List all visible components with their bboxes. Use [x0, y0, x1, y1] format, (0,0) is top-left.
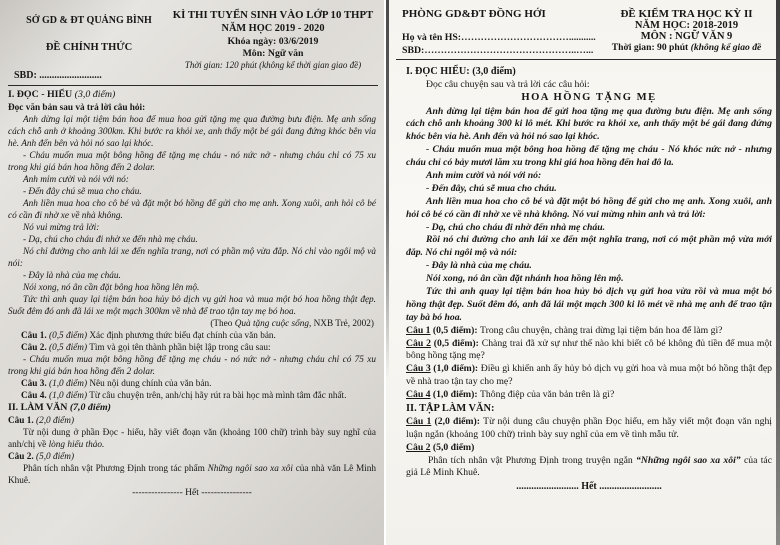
question-points: (1,0 điểm)	[49, 379, 88, 390]
story-paragraph: - Cháu muốn mua một bông hoa hồng để tặng mẹ cháu - Nó khóc nức nở - nhưng cháu chỉ có bảy mươi lăm xu trong khi giá hoa hồng đến hai đô la.	[406, 144, 772, 169]
scan-edge-shadow-left	[386, 0, 389, 380]
left-header-exam-column	[168, 7, 378, 81]
section-points: (3,0 điểm)	[74, 89, 116, 100]
question-1	[8, 330, 376, 342]
exam-title: ĐỀ KIỂM TRA HỌC KỲ II	[620, 8, 753, 20]
subject: Môn: Ngữ văn	[242, 48, 304, 59]
writing-task-1-heading	[8, 415, 376, 427]
question-3	[406, 363, 772, 389]
story-paragraph: Nói xong, nó ân cần đặt nhánh hoa hồng lên mộ.	[426, 273, 624, 285]
question-text: Tìm và gọi tên thành phần biệt lập trong câu sau:	[89, 343, 271, 354]
question-points: (0,5 điểm)	[49, 331, 88, 342]
task-label: Câu 2.	[8, 452, 34, 463]
duration	[597, 42, 776, 53]
writing-task-1-text	[8, 427, 376, 451]
question-text: Trong câu chuyện, chàng trai dừng lại tiệm bán hoa để làm gì?	[480, 324, 723, 336]
section-label: II. LÀM VĂN	[8, 402, 68, 414]
end-of-exam-marker: ---------------- Hết ----------------	[132, 488, 252, 499]
task-label: Câu 1	[406, 415, 432, 427]
question-label: Câu 1	[406, 324, 431, 336]
exam-paper-quang-binh	[0, 0, 384, 545]
story-paragraph: Anh mỉm cười và nói với nó:	[23, 174, 129, 185]
story-paragraph: Tức thì anh quay lại tiệm bán hoa hủy bỏ dịch vụ gửi hoa và mua một bó hoa hồng thật đẹp. Suốt đêm đó anh đã lái xe một mạch 300km về nhà để trao tận tay mẹ bó hoa.	[8, 295, 376, 318]
question-label: Câu 1.	[21, 331, 47, 342]
work-title: “Những ngôi sao xa xôi”	[636, 454, 741, 466]
question-points: (0,5 điểm)	[49, 343, 88, 354]
subject: MÔN : NGỮ VĂN 9	[640, 31, 733, 42]
story-paragraph: - Đây là nhà của mẹ cháu.	[426, 260, 532, 272]
section-reading-title: I. ĐỌC HIỂU: (3,0 điểm)	[406, 66, 516, 77]
question-label: Câu 3.	[21, 379, 47, 390]
story-paragraph: Nó chỉ đường cho anh lái xe đến nghĩa trang, nơi có phần mộ vừa đắp. Nó chỉ vào ngôi mộ và nói:	[8, 247, 376, 270]
story-paragraph: Anh mỉm cười và nói với nó:	[426, 169, 542, 181]
right-header	[386, 0, 780, 56]
story-paragraph: - Đến đây, chú sẽ mua cho cháu.	[426, 182, 557, 194]
story-paragraph: Nói xong, nó ân cần đặt bông hoa hồng lên mộ.	[23, 283, 200, 294]
task-text: của nhà văn Lê Minh Khuê.	[8, 464, 376, 487]
story-paragraph: Anh dừng lại tiệm bán hoa để gửi hoa tặng mẹ qua đường bưu điện. Mẹ anh sống cách chỗ anh khoảng 300 ki lô mét. Khi bước ra khỏi xe, anh thấy một bé gái đang đứng khóc bên vỉa hè. Anh đến và hỏi nó sao lại khóc.	[406, 105, 772, 143]
candidate-number-line: SBD: .........................	[14, 70, 102, 81]
right-body	[386, 60, 780, 494]
story-source	[8, 318, 376, 330]
story-paragraph: Nó vui mừng trả lời:	[23, 223, 100, 234]
scan-edge-shadow-right	[776, 0, 780, 545]
question-label: Câu 2.	[21, 343, 47, 354]
right-header-exam-column	[597, 8, 776, 56]
duration-main: Thời gian: 90 phút	[611, 42, 691, 53]
question-label: Câu 4.	[21, 391, 47, 402]
school-year: NĂM HỌC: 2018-2019	[634, 20, 739, 31]
end-of-exam-marker: ......................... Hết .........................	[516, 481, 662, 493]
section-label: I. ĐỌC - HIỂU	[8, 89, 73, 100]
candidate-number-line: SBD:………………………………………..…...	[402, 45, 594, 56]
reading-prompt: Đọc văn bản sau và trả lời câu hỏi:	[8, 102, 146, 113]
story-paragraph: - Cháu muốn mua một bông hồng để tặng mẹ cháu - nó nức nở - nhưng cháu chỉ có 75 xu trong khi giá bán hoa hồng đến 2 dolar.	[8, 150, 376, 173]
story-paragraph: - Đến đây chú sẽ mua cho cháu.	[23, 186, 142, 197]
section-writing-title	[8, 402, 376, 415]
writing-task-1	[406, 416, 772, 442]
question-2-quote: - Cháu muốn mua một bông hồng để tặng mẹ cháu - nó nức nở - nhưng cháu chỉ có 75 xu trong khi giá bán hoa hồng đến 2 dolar.	[8, 355, 376, 378]
question-1	[406, 325, 772, 338]
question-4	[406, 389, 772, 402]
section-points: (7,0 điểm)	[69, 402, 111, 414]
task-label: Câu 2	[406, 441, 431, 453]
question-points: (1,0 điểm)	[49, 391, 88, 402]
section-reading-title	[8, 89, 376, 102]
question-2	[406, 338, 772, 364]
question-text: Chàng trai đã xử sự như thế nào khi biết cô bé không đủ tiền để mua một bông hồng tặng mẹ?	[406, 337, 772, 362]
story-paragraph: Tức thì anh quay lại tiệm bán hoa hủy bỏ dịch vụ gửi hoa vừa rồi và mua một bó hồng thật đẹp. Suốt đêm đó, anh đã lái một mạch 300 ki lô mét về nhà mẹ anh để trao tận tay bà bó hoa.	[406, 286, 772, 323]
work-title: Những ngôi sao xa xôi	[207, 464, 293, 475]
writing-task-2-text	[406, 455, 772, 481]
section-writing-title: II. TẬP LÀM VĂN:	[406, 403, 495, 415]
story-paragraph: Anh dừng lại một tiệm bán hoa để mua hoa gửi tặng mẹ qua đường bưu điện. Mẹ anh sống cách chỗ anh ở khoảng 300km. Khi bước ra khỏi xe, anh thấy một bé gái đang đứng khóc bên vỉa hè. Anh đến bên và hỏi nó sao lại khóc.	[8, 114, 376, 149]
task-text: của tác giả Lê Minh Khuê.	[406, 454, 773, 479]
writing-task-2-heading	[8, 451, 376, 463]
task-text: Từ nội dung ở phần Đọc - hiểu, hãy viết đoạn văn (khoảng 100 chữ) trình bày suy nghĩ của anh/chị về	[8, 428, 376, 451]
task-label: Câu 1.	[8, 416, 34, 427]
task-points: (5,0 điểm)	[36, 452, 75, 463]
question-points: (1,0 điểm):	[430, 389, 481, 401]
writing-task-2-text	[8, 463, 376, 487]
task-points: (2,0 điểm):	[431, 415, 484, 427]
reading-prompt: Đọc câu chuyện sau và trả lời các câu hỏi:	[426, 78, 590, 90]
left-body	[0, 86, 384, 500]
question-2	[8, 342, 376, 354]
question-points: (1,0 điểm):	[430, 363, 481, 375]
task-text: Phân tích nhân vật Phương Định trong tác phẩm	[23, 464, 208, 475]
story-paragraph: - Đây là nhà của mẹ cháu.	[23, 271, 121, 282]
official-exam-label: ĐỀ CHÍNH THỨC	[45, 42, 133, 53]
question-3	[8, 378, 376, 390]
duration-note: (không kể giao đề	[690, 42, 762, 53]
question-label: Câu 2	[406, 337, 431, 349]
question-text: Nêu nội dung chính của văn bản.	[89, 379, 212, 390]
question-text: Điều gì khiến anh ấy hủy bỏ dịch vụ gửi hoa và mua một bó hồng thật đẹp về nhà trao tận tay cho mẹ?	[406, 363, 772, 388]
story-paragraph: Anh liền mua hoa cho cô bé và đặt một bó hồng để gửi cho mẹ anh. Xong xuôi, anh hỏi cô bé có cần đi nhờ xe về nhà không.	[8, 199, 376, 222]
question-points: (0,5 điểm):	[430, 324, 481, 336]
task-points: (2,0 điểm)	[36, 416, 75, 427]
story-paragraph: Anh liền mua hoa cho cô bé và đặt một bó hồng để gửi cho mẹ anh. Xong xuôi, anh hỏi cô bé có cần đi nhờ xe về nhà không. Nó vui mừng nhìn anh và trả lời:	[406, 195, 772, 220]
writing-task-2-heading	[406, 442, 772, 455]
source-prefix: (Theo	[210, 319, 235, 330]
question-4	[8, 390, 376, 402]
exam-title: KÌ THI TUYỂN SINH VÀO LỚP 10 THPT	[172, 9, 374, 21]
duration: Thời gian: 120 phút (không kể thời gian giao đề)	[184, 60, 362, 70]
question-text: Từ câu chuyện trên, anh/chị hãy rút ra bài học mà mình tâm đắc nhất.	[89, 391, 347, 402]
question-label: Câu 4	[406, 389, 431, 401]
task-points: (5,0 điểm)	[430, 441, 475, 453]
issuing-authority: PHÒNG GD&ĐT ĐỒNG HỚI	[402, 8, 546, 20]
school-year: NĂM HỌC 2019 - 2020	[221, 23, 325, 34]
question-text: Thông điệp của văn bản trên là gì?	[480, 389, 615, 401]
source-suffix: , NXB Trẻ, 2002)	[308, 319, 374, 330]
story-paragraph: - Dạ, chú cho cháu đi nhờ đến nhà mẹ cháu.	[426, 221, 606, 233]
student-name-line: Họ và tên HS:……………………………...........	[402, 32, 596, 43]
exam-date: Khóa ngày: 03/6/2019	[227, 36, 319, 47]
task-text: Từ nội dung câu chuyện phần Đọc hiểu, em hãy viết một đoạn văn nghị luận ngắn (khoảng 100 chữ) trình bày suy nghĩ của em về tình mẫu tử.	[406, 415, 772, 440]
left-header-issuer-column	[10, 7, 168, 81]
source-title: Quà tặng cuộc sống	[234, 319, 309, 330]
story-paragraph: - Dạ, chú cho cháu đi nhờ xe đến nhà mẹ cháu.	[23, 235, 198, 246]
story-title: HOA HỒNG TẶNG MẸ	[521, 92, 657, 104]
story-paragraph: Rồi nó chỉ đường cho anh lái xe đến một nghĩa trang, nơi có một phần mộ vừa mới đắp. Nó chỉ ngôi mộ và nói:	[406, 234, 772, 259]
right-header-issuer-column	[402, 8, 597, 56]
question-label: Câu 3	[406, 363, 431, 375]
issuing-authority: SỞ GD & ĐT QUẢNG BÌNH	[26, 15, 152, 26]
task-text: Phân tích nhân vật Phương Định trong truyện ngắn	[428, 454, 637, 466]
question-points: (0,5 điểm):	[430, 337, 482, 349]
task-text-emphasis: lòng hiếu thảo.	[48, 440, 105, 451]
exam-paper-dong-hoi	[386, 0, 780, 545]
question-text: Xác định phương thức biểu đạt chính của văn bản.	[89, 331, 276, 342]
left-header	[0, 0, 384, 81]
